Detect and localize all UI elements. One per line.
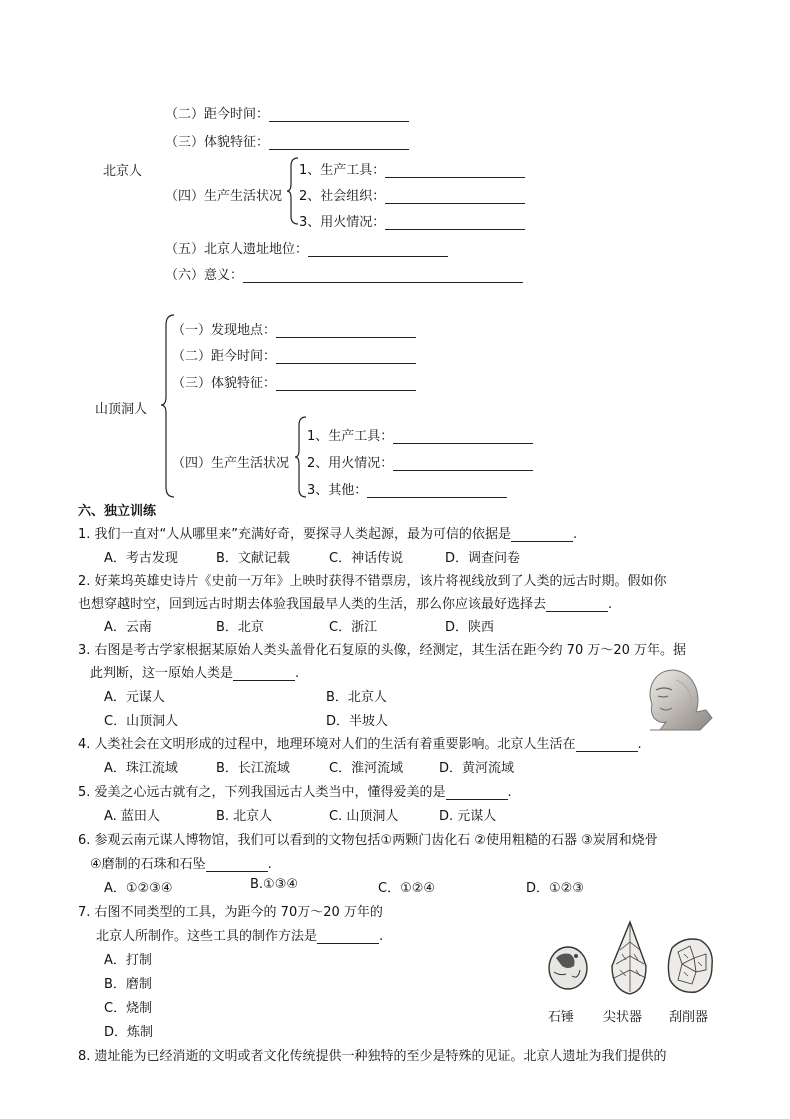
sd-appearance: （三）体貌特征： (172, 372, 416, 391)
q3-line1: 3. 右图是考古学家根据某原始人类头盖骨化石复原的头像，经测定，其生活在距今约 70 万～20 万年。据 (78, 643, 687, 658)
section-title: 六、独立训练 (78, 504, 157, 519)
q1-option-a[interactable]: A．考古发现 (104, 551, 178, 566)
sd-fire-blank[interactable] (393, 456, 533, 471)
q4-option-d[interactable]: D．黄河流域 (439, 761, 515, 776)
q4-stem: 4. 人类社会在文明形成的过程中，地理环境对人们的生活有着重要影响。北京人生活在 . (78, 737, 642, 752)
q6-line2: ④磨制的石珠和石坠 . (90, 857, 272, 872)
q2-option-b[interactable]: B．北京 (216, 620, 264, 635)
bj-life: （四）生产生活状况 (165, 189, 283, 204)
sd-place-blank[interactable] (276, 323, 416, 338)
q1-stem: 1. 我们一直对“人从哪里来”充满好奇，要探寻人类起源，最为可信的依据是 . (78, 527, 578, 542)
q3-option-a[interactable]: A．元谋人 (104, 690, 165, 705)
q1-option-d[interactable]: D．调查问卷 (445, 551, 521, 566)
sd-tools-blank[interactable] (393, 429, 533, 444)
sd-place: （一）发现地点： (172, 319, 416, 338)
q6-option-d[interactable]: D．①②③ (526, 881, 584, 896)
bj-meaning: （六）意义： (165, 264, 523, 283)
q1-blank[interactable] (511, 527, 573, 542)
q4-blank[interactable] (576, 737, 638, 752)
q7-option-c[interactable]: C．烧制 (104, 1001, 153, 1016)
sd-fire: 2、用火情况： (307, 452, 533, 471)
bj-life-brace (286, 156, 300, 226)
q6-option-c[interactable]: C．①②④ (378, 881, 436, 896)
q6-option-b[interactable]: B.①③④ (250, 877, 299, 892)
sd-life: （四）生产生活状况 (172, 456, 290, 471)
tool-label-hammer: 石锤 (548, 1010, 575, 1025)
bj-social-blank[interactable] (385, 189, 525, 204)
q2-option-a[interactable]: A．云南 (104, 620, 152, 635)
q1-option-c[interactable]: C．神话传说 (329, 551, 404, 566)
q2-option-c[interactable]: C．浙江 (329, 620, 378, 635)
q6-line1: 6. 参观云南元谋人博物馆，我们可以看到的文物包括①两颗门齿化石 ②使用粗糙的石器 ③炭屑和烧骨 (78, 833, 658, 848)
q7-option-d[interactable]: D．炼制 (104, 1025, 154, 1040)
bj-time-blank[interactable] (269, 107, 409, 122)
sd-other-blank[interactable] (367, 483, 507, 498)
tool-label-pointed: 尖状器 (603, 1010, 643, 1025)
bj-tools: 1、生产工具： (299, 159, 525, 178)
bj-fire-blank[interactable] (385, 215, 525, 230)
q7-option-b[interactable]: B．磨制 (104, 977, 152, 992)
bj-tools-blank[interactable] (385, 163, 525, 178)
sd-tools: 1、生产工具： (307, 425, 533, 444)
bj-time: （二）距今时间： (165, 103, 409, 122)
q2-blank[interactable] (546, 597, 608, 612)
q5-blank[interactable] (446, 785, 508, 800)
q5-option-d[interactable]: D. 元谋人 (439, 809, 497, 824)
bj-appearance: （三）体貌特征： (165, 131, 409, 150)
q1-option-b[interactable]: B．文献记载 (216, 551, 290, 566)
q3-line2: 此判断，这一原始人类是 . (90, 666, 300, 681)
q5-option-b[interactable]: B. 北京人 (216, 809, 273, 824)
q4-option-c[interactable]: C．淮河流域 (329, 761, 404, 776)
q2-line2: 也想穿越时空，回到远古时期去体验我国最早人类的生活，那么你应该最好选择去 . (78, 597, 613, 612)
tool-label-scraper: 刮削器 (669, 1010, 709, 1025)
pointed-tool-image (606, 920, 652, 996)
q3-blank[interactable] (233, 666, 295, 681)
skull-bust-image (630, 660, 714, 734)
bj-site: （五）北京人遗址地位： (165, 238, 448, 257)
q7-line1: 7. 右图不同类型的工具，为距今的 70万～20 万年的 (78, 905, 383, 920)
q6-blank[interactable] (206, 857, 268, 872)
sd-label: 山顶洞人 (95, 402, 148, 417)
q7-line2: 北京人所制作。这些工具的制作方法是 . (96, 929, 384, 944)
bj-appearance-blank[interactable] (269, 135, 409, 150)
bj-fire: 3、用火情况： (299, 211, 525, 230)
sd-main-brace (160, 313, 176, 499)
q4-option-b[interactable]: B．长江流域 (216, 761, 290, 776)
q6-option-a[interactable]: A．①②③④ (104, 881, 173, 896)
sd-other: 3、其他： (307, 479, 507, 498)
q2-option-d[interactable]: D．陕西 (445, 620, 495, 635)
q5-option-a[interactable]: A. 蓝田人 (104, 809, 160, 824)
sd-time-blank[interactable] (276, 349, 416, 364)
q2-line1: 2. 好莱坞英雄史诗片《史前一万年》上映时获得不错票房，该片将视线放到了人类的远古时期。假如你 (78, 574, 667, 589)
scraper-image (664, 934, 716, 996)
q7-option-a[interactable]: A．打制 (104, 953, 152, 968)
sd-life-brace (294, 415, 308, 499)
q5-option-c[interactable]: C. 山顶洞人 (329, 809, 399, 824)
q8-line1: 8. 遗址能为已经消逝的文明或者文化传统提供一种独特的至少是特殊的见证。北京人遗址为我们提供的 (78, 1049, 667, 1064)
sd-appearance-blank[interactable] (276, 376, 416, 391)
q3-option-d[interactable]: D．半坡人 (326, 714, 389, 729)
q7-blank[interactable] (317, 929, 379, 944)
bj-site-blank[interactable] (308, 242, 448, 257)
q5-stem: 5. 爱美之心远古就有之，下列我国远古人类当中，懂得爱美的是 . (78, 785, 512, 800)
q4-option-a[interactable]: A．珠江流域 (104, 761, 178, 776)
stone-hammer-image (546, 940, 590, 992)
bj-meaning-blank[interactable] (243, 268, 523, 283)
q3-option-b[interactable]: B．北京人 (326, 690, 387, 705)
bj-label: 北京人 (103, 164, 143, 179)
bj-social: 2、社会组织： (299, 185, 525, 204)
sd-time: （二）距今时间： (172, 345, 416, 364)
q3-option-c[interactable]: C．山顶洞人 (104, 714, 179, 729)
